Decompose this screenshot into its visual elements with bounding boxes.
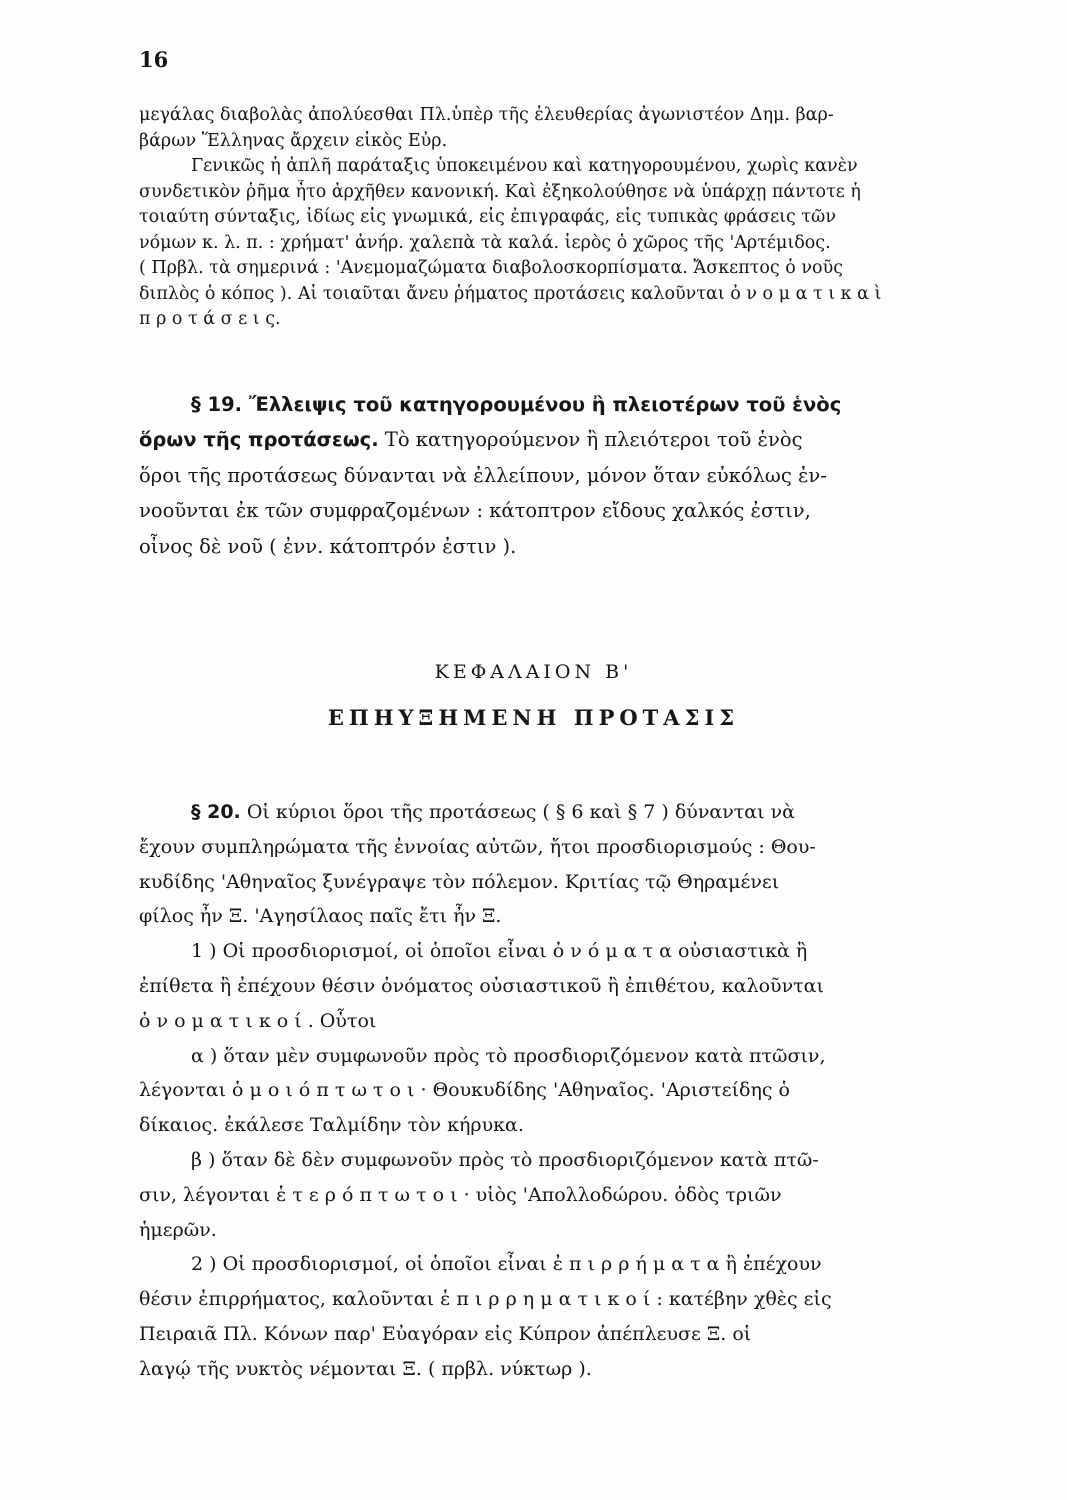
chapter-title: ΕΠΗΥΞΗΜΕΝΗ ΠΡΟΤΑΣΙΣ xyxy=(327,705,740,730)
text-line: ὅροι τῆς προτάσεως δύνανται νὰ ἐλλείπουν, μόνον ὅταν εὐκόλως ἐν- xyxy=(139,463,827,487)
text-line: σιν, λέγονται ἑ τ ε ρ ό π τ ω τ ο ι · υἱὸς 'Απολλοδώρου. ὁδὸς τριῶν xyxy=(139,1183,782,1206)
section-19-title: § 19. Ἔλλειψις τοῦ κατηγορουμένου ἢ πλειοτέρων τοῦ ἑνὸς xyxy=(191,393,842,416)
text-span: Οἱ κύριοι ὅροι τῆς προτάσεως ( § 6 καὶ § 7 ) δύνανται νὰ xyxy=(240,801,795,823)
intro-paragraph xyxy=(139,103,1007,333)
text-line: θέσιν ἐπιρρήματος, καλοῦνται ἐ π ι ρ ρ η μ α τ ι κ ο ί : κατέβην χθὲς εἰς xyxy=(139,1288,832,1311)
text-line: α ) ὅταν μὲν συμφωνοῦν πρὸς τὸ προσδιοριζόμενον κατὰ πτῶσιν, xyxy=(191,1044,826,1067)
text-line: β ) ὅταν δὲ δὲν συμφωνοῦν πρὸς τὸ προσδιοριζόμενον κατὰ πτῶ- xyxy=(191,1148,819,1171)
text-line: π ρ ο τ ά σ ε ι ς. xyxy=(139,309,281,329)
text-line: Πειραιᾶ Πλ. Κόνων παρ' Εὐαγόραν εἰς Κύπρον ἀπέπλευσε Ξ. οἱ xyxy=(139,1322,752,1345)
text-line: οἶνος δὲ νοῦ ( ἐνν. κάτοπτρόν ἐστιν ). xyxy=(139,534,517,558)
text-line: κυδίδης 'Αθηναῖος ξυνέγραψε τὸν πόλεμον. Κριτίας τῷ Θηραμένει xyxy=(139,870,780,893)
text-line: Γενικῶς ἡ ἁπλῆ παράταξις ὑποκειμένου καὶ κατηγορουμένου, χωρὶς κανὲν xyxy=(191,156,858,176)
chapter-label: ΚΕΦΑΛΑΙΟΝ Β' xyxy=(434,661,633,683)
section-19-title-cont: ὅρων τῆς προτάσεως. xyxy=(139,428,379,452)
text-line: φίλος ἦν Ξ. 'Αγησίλαος παῖς ἔτι ἦν Ξ. xyxy=(139,905,502,928)
text-line: 1 ) Οἱ προσδιορισμοί, οἱ ὁποῖοι εἶναι ὀ ν ό μ α τ α οὐσιαστικὰ ἢ xyxy=(191,940,808,963)
section-20-number: § 20. xyxy=(191,801,241,823)
text-line xyxy=(139,795,1007,830)
section-19-heading xyxy=(139,387,1007,422)
text-line: τοιαύτη σύνταξις, ἰδίως εἰς γνωμικά, εἰς ἐπιγραφάς, εἰς τυπικὰς φράσεις τῶν xyxy=(139,207,836,227)
text-line: ( Πρβλ. τὰ σημερινά : 'Ανεμομαζώματα διαβολοσκορπίσματα. Ἄσκεπτος ὁ νοῦς xyxy=(139,258,844,278)
text-line: νόμων κ. λ. π. : χρήματ' ἀνήρ. χαλεπὰ τὰ καλά. ἱερὸς ὁ χῶρος τῆς 'Αρτέμιδος. xyxy=(139,232,831,253)
text-line: 2 ) Οἱ προσδιορισμοί, οἱ ὁποῖοι εἶναι ἐ π ι ρ ρ ή μ α τ α ἢ ἐπέχουν xyxy=(191,1253,822,1276)
section-20 xyxy=(139,795,1007,1387)
text-line: ἡμερῶν. xyxy=(139,1218,217,1241)
text-line xyxy=(139,422,1007,457)
text-line: δίκαιος. ἐκάλεσε Ταλμίδην τὸν κήρυκα. xyxy=(139,1114,524,1137)
text-line: διπλὸς ὁ κόπος ). Αἱ τοιαῦται ἄνευ ῥήματος προτάσεις καλοῦνται ὀ ν ο μ α τ ι κ α ὶ xyxy=(139,283,882,304)
text-line: βάρων Ἕλληνας ἄρχειν εἰκὸς Εὐρ. xyxy=(139,130,448,151)
text-span: Τὸ κατηγορούμενον ἢ πλειότεροι τοῦ ἑνὸς xyxy=(378,428,803,452)
text-line: μεγάλας διαβολὰς ἀπολύεσθαι Πλ.ὑπὲρ τῆς ἐλευθερίας ἀγωνιστέον Δημ. βαρ- xyxy=(139,105,834,125)
text-line: νοοῦνται ἐκ τῶν συμφραζομένων : κάτοπτρον εἴδους χαλκός ἐστιν, xyxy=(139,499,811,523)
text-line: ἐπίθετα ἢ ἐπέχουν θέσιν ὀνόματος οὐσιαστικοῦ ἢ ἐπιθέτου, καλοῦνται xyxy=(139,974,824,997)
text-line: λέγονται ὁ μ ο ι ό π τ ω τ ο ι · Θουκυδίδης 'Αθηναῖος. 'Αριστείδης ὁ xyxy=(139,1079,791,1102)
text-line: λαγῴ τῆς νυκτὸς νέμονται Ξ. ( πρβλ. νύκτωρ ). xyxy=(139,1357,592,1380)
section-19 xyxy=(139,387,1007,564)
page-number: 16 xyxy=(139,47,169,72)
text-line: ὀ ν ο μ α τ ι κ ο ί . Οὗτοι xyxy=(139,1009,377,1032)
text-line: συνδετικὸν ῥῆμα ἦτο ἀρχῆθεν κανονική. Καὶ ἐξηκολούθησε νὰ ὑπάρχῃ πάντοτε ἡ xyxy=(139,181,861,202)
text-line: ἔχουν συμπληρώματα τῆς ἐννοίας αὐτῶν, ἤτοι προσδιορισμούς : Θου- xyxy=(139,835,816,858)
